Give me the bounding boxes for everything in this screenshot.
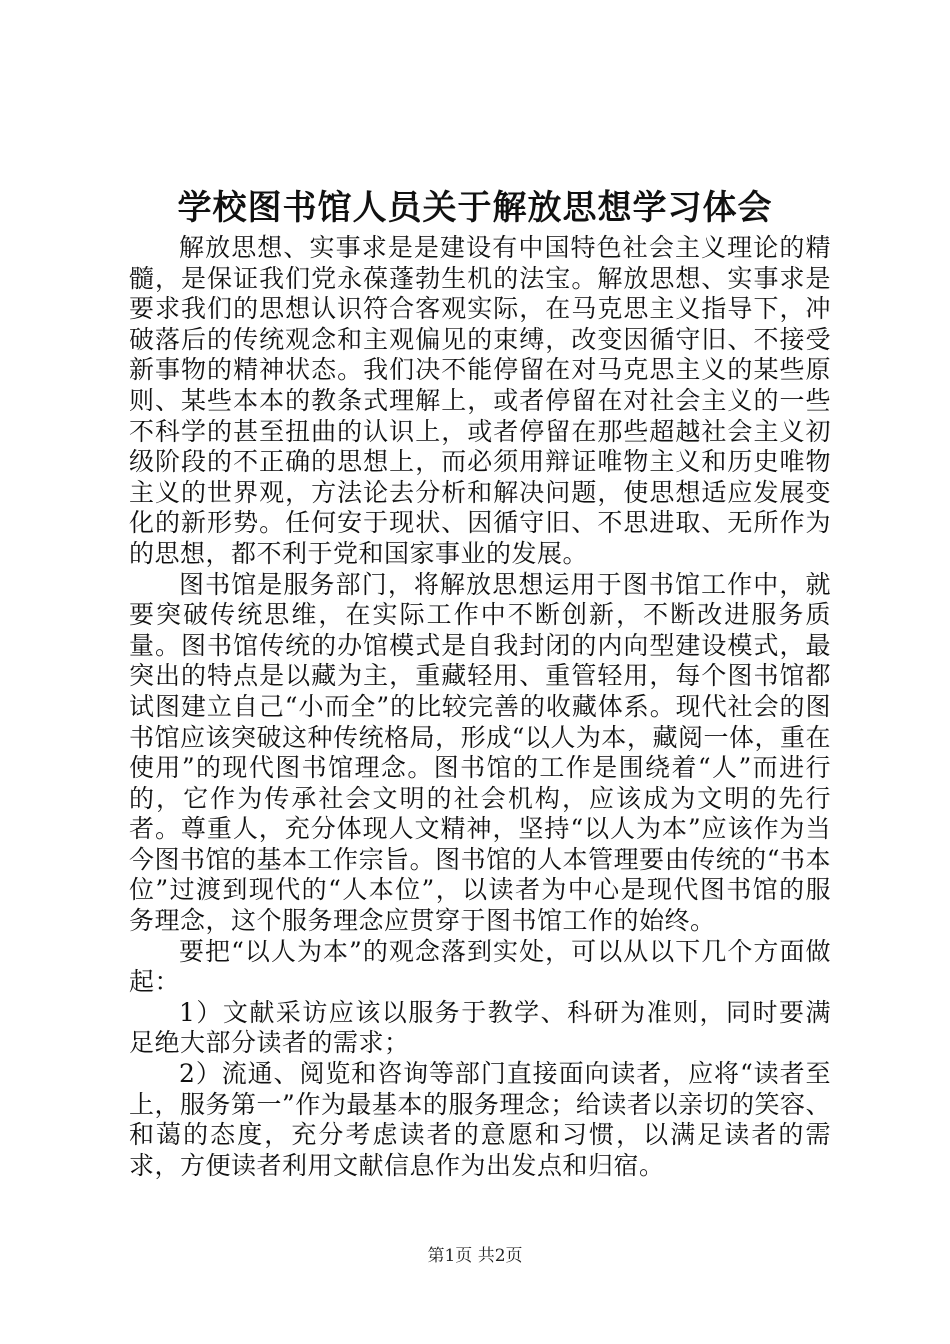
document-title: 学校图书馆人员关于解放思想学习体会 <box>177 188 773 228</box>
document-body <box>129 233 831 1181</box>
paragraph-1: 解放思想、实事求是是建设有中国特色社会主义理论的精髓，是保证我们党永葆蓬勃生机的法宝。解放思想、实事求是要求我们的思想认识符合客观实际，在马克思主义指导下，冲破落后的传统观念和主观偏见的束缚，改变因循守旧、不接受新事物的精神状态。我们决不能停留在对马克思主义的某些原则、某些本本的教条式理解上，或者停留在对社会主义的一些不科学的甚至扭曲的认识上，或者停留在那些超越社会主义初级阶段的不正确的思想上，而必须用辩证唯物主义和历史唯物主义的世界观，方法论去分析和解决问题，使思想适应发展变化的新形势。任何安于现状、因循守旧、不思进取、无所作为的思想，都不利于党和国家事业的发展。 <box>129 233 831 568</box>
list-item-1: 1）文献采访应该以服务于教学、科研为准则，同时要满足绝大部分读者的需求； <box>129 997 831 1058</box>
paragraph-3: 要把“以人为本”的观念落到实处，可以从以下几个方面做起： <box>129 936 831 997</box>
paragraph-2: 图书馆是服务部门，将解放思想运用于图书馆工作中，就要突破传统思维，在实际工作中不断创新，不断改进服务质量。图书馆传统的办馆模式是自我封闭的内向型建设模式，最突出的特点是以藏为主，重藏轻用、重管轻用，每个图书馆都试图建立自己“小而全”的比较完善的收藏体系。现代社会的图书馆应该突破这种传统格局，形成“以人为本，藏阅一体，重在使用”的现代图书馆理念。图书馆的工作是围绕着“人”而进行的，它作为传承社会文明的社会机构，应该成为文明的先行者。尊重人，充分体现人文精神，坚持“以人为本”应该作为当今图书馆的基本工作宗旨。图书馆的人本管理要由传统的“书本位”过渡到现代的“人本位”，以读者为中心是现代图书馆的服务理念，这个服务理念应贯穿于图书馆工作的始终。 <box>129 569 831 936</box>
page-number-footer: 第1页 共2页 <box>427 1246 523 1266</box>
list-item-2: 2）流通、阅览和咨询等部门直接面向读者，应将“读者至上，服务第一”作为最基本的服务理念；给读者以亲切的笑容、和蔼的态度，充分考虑读者的意愿和习惯，以满足读者的需求，方便读者利用文献信息作为出发点和归宿。 <box>129 1059 831 1180</box>
